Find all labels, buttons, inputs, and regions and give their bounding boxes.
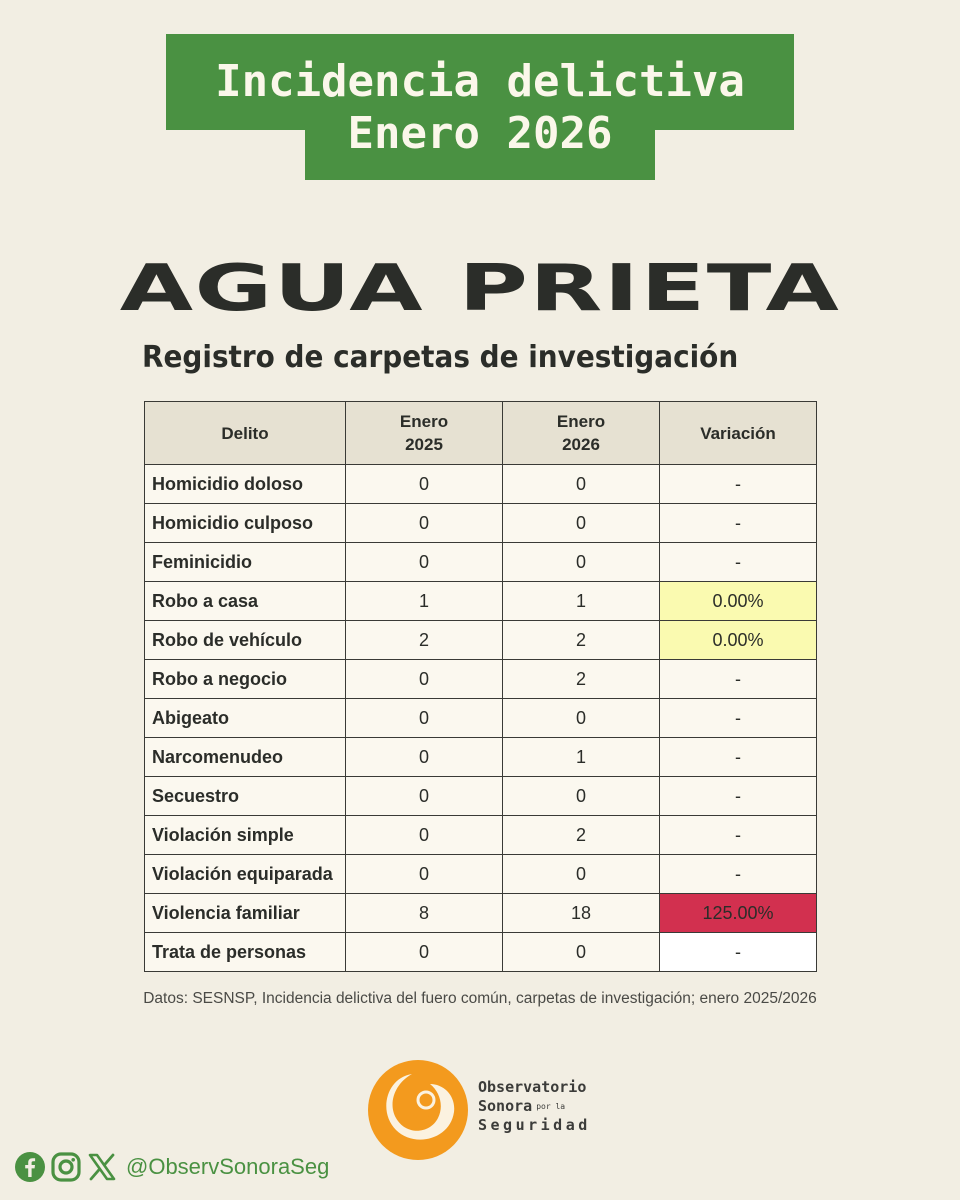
jan-2025-cell-text: 0 (418, 786, 429, 806)
crime-cell-text: Homicidio doloso (152, 474, 303, 494)
logo-line-3: Seguridad (478, 1116, 591, 1134)
table-subtitle: Registro de carpetas de investigación (142, 340, 739, 375)
crime-cell (145, 816, 346, 855)
crime-cell-text: Abigeato (152, 708, 230, 728)
jan-2025-cell (346, 933, 503, 972)
variation-cell (660, 738, 817, 777)
crime-cell-text: Robo a casa (152, 591, 259, 611)
instagram-icon[interactable] (50, 1151, 82, 1183)
variation-cell-text: - (735, 474, 741, 494)
variation-cell (660, 933, 817, 972)
table-row (145, 621, 817, 660)
jan-2025-cell (346, 465, 503, 504)
jan-2025-cell-text: 0 (418, 864, 429, 884)
variation-cell-text: 0.00% (712, 630, 764, 650)
jan-2025-cell-text: 8 (418, 903, 429, 923)
jan-2026-cell-text: 0 (575, 942, 586, 962)
jan-2026-cell (503, 699, 660, 738)
variation-cell-text: 0.00% (712, 591, 764, 611)
jan-2025-cell (346, 543, 503, 582)
jan-2025-cell (346, 738, 503, 777)
jan-2026-cell-text: 1 (575, 747, 586, 767)
crime-table (144, 401, 817, 972)
header-crime: Delito (145, 402, 346, 465)
jan-2025-cell-text: 0 (418, 708, 429, 728)
jan-2026-cell (503, 543, 660, 582)
facebook-icon[interactable] (14, 1151, 46, 1183)
variation-cell (660, 816, 817, 855)
jan-2025-cell-text: 0 (418, 513, 429, 533)
jan-2025-cell (346, 777, 503, 816)
variation-cell-text: - (735, 552, 741, 572)
social-links (14, 1150, 329, 1184)
header-variation: Variación (660, 402, 817, 465)
jan-2026-cell-text: 2 (575, 669, 586, 689)
jan-2026-cell-text: 0 (575, 513, 586, 533)
variation-cell-text: - (735, 513, 741, 533)
crime-cell-text: Narcomenudeo (152, 747, 284, 767)
crime-cell (145, 582, 346, 621)
logo-line-2-small: por la (536, 1102, 566, 1111)
variation-cell (660, 699, 817, 738)
crime-cell (145, 855, 346, 894)
city-name: AGUA PRIETA (119, 252, 841, 326)
variation-cell-text: - (735, 786, 741, 806)
jan-2026-cell-text: 1 (575, 591, 586, 611)
crime-cell-text: Violación simple (152, 825, 294, 845)
table-row (145, 738, 817, 777)
crime-cell-text: Trata de personas (152, 942, 307, 962)
crime-cell-text: Violación equiparada (152, 864, 333, 884)
table-row (145, 777, 817, 816)
jan-2025-cell-text: 2 (418, 630, 429, 650)
crime-cell (145, 699, 346, 738)
variation-cell-text: - (735, 942, 741, 962)
jan-2026-cell-text: 0 (575, 552, 586, 572)
variation-cell-text: - (735, 864, 741, 884)
logo-line-2: Sonora (478, 1097, 533, 1115)
crime-cell-text: Feminicidio (152, 552, 253, 572)
header-jan-2025: Enero 2025 (346, 402, 503, 465)
jan-2025-cell-text: 0 (418, 474, 429, 494)
crime-cell (145, 777, 346, 816)
crime-cell (145, 894, 346, 933)
jan-2026-cell-text: 0 (575, 786, 586, 806)
table-row (145, 699, 817, 738)
crime-cell (145, 660, 346, 699)
jan-2026-cell (503, 777, 660, 816)
jan-2026-cell-text: 2 (575, 825, 586, 845)
header-jan-2026: Enero 2026 (503, 402, 660, 465)
jan-2026-cell-text: 0 (575, 708, 586, 728)
jan-2025-cell-text: 0 (418, 552, 429, 572)
jan-2026-cell (503, 816, 660, 855)
jan-2025-cell (346, 699, 503, 738)
jan-2026-cell (503, 504, 660, 543)
data-source-note: Datos: SESNSP, Incidencia delictiva del fuero común, carpetas de investigación; enero 2025/2026 (143, 990, 817, 1007)
table-row (145, 504, 817, 543)
jan-2026-cell (503, 933, 660, 972)
table-header-row (145, 402, 817, 465)
x-icon[interactable] (86, 1151, 118, 1183)
table-row (145, 582, 817, 621)
jan-2026-cell (503, 738, 660, 777)
crime-cell-text: Robo a negocio (152, 669, 287, 689)
table-row (145, 816, 817, 855)
variation-cell (660, 621, 817, 660)
variation-cell (660, 504, 817, 543)
variation-cell (660, 894, 817, 933)
crime-cell (145, 543, 346, 582)
variation-cell (660, 777, 817, 816)
observatorio-logo-icon (366, 1058, 470, 1162)
jan-2025-cell (346, 660, 503, 699)
jan-2025-cell-text: 0 (418, 942, 429, 962)
social-handle[interactable]: @ObservSonoraSeg (126, 1154, 330, 1179)
crime-cell (145, 504, 346, 543)
variation-cell-text: - (735, 669, 741, 689)
crime-cell (145, 933, 346, 972)
logo-wordmark (478, 1078, 591, 1135)
variation-cell (660, 582, 817, 621)
jan-2025-cell-text: 1 (418, 591, 429, 611)
jan-2026-cell-text: 18 (570, 903, 592, 923)
jan-2025-cell-text: 0 (418, 747, 429, 767)
crime-cell-text: Robo de vehículo (152, 630, 303, 650)
jan-2026-cell (503, 465, 660, 504)
variation-cell (660, 660, 817, 699)
table-row (145, 660, 817, 699)
variation-cell-text: - (735, 747, 741, 767)
table-row (145, 933, 817, 972)
table-row (145, 855, 817, 894)
jan-2025-cell (346, 894, 503, 933)
jan-2025-cell-text: 0 (418, 669, 429, 689)
crime-cell-text: Secuestro (152, 786, 240, 806)
variation-cell-text: - (735, 825, 741, 845)
jan-2026-cell-text: 0 (575, 474, 586, 494)
logo-line-1: Observatorio (478, 1078, 587, 1096)
table-row (145, 894, 817, 933)
jan-2026-cell-text: 0 (575, 864, 586, 884)
jan-2026-cell (503, 894, 660, 933)
jan-2026-cell (503, 582, 660, 621)
jan-2026-cell (503, 660, 660, 699)
variation-cell (660, 543, 817, 582)
crime-cell-text: Homicidio culposo (152, 513, 314, 533)
crime-cell (145, 738, 346, 777)
title-line-1: Incidencia delictiva (215, 56, 745, 107)
variation-cell-text: 125.00% (702, 903, 774, 923)
crime-cell (145, 465, 346, 504)
jan-2026-cell (503, 855, 660, 894)
crime-cell (145, 621, 346, 660)
jan-2025-cell (346, 855, 503, 894)
jan-2026-cell-text: 2 (575, 630, 586, 650)
variation-cell (660, 855, 817, 894)
variation-cell-text: - (735, 708, 741, 728)
table-row (145, 543, 817, 582)
table-body (145, 465, 817, 972)
jan-2025-cell (346, 816, 503, 855)
table-row (145, 465, 817, 504)
title-line-2: Enero 2026 (347, 108, 613, 159)
jan-2025-cell (346, 582, 503, 621)
jan-2025-cell (346, 621, 503, 660)
crime-cell-text: Violencia familiar (152, 903, 300, 923)
jan-2026-cell (503, 621, 660, 660)
jan-2025-cell-text: 0 (418, 825, 429, 845)
jan-2025-cell (346, 504, 503, 543)
variation-cell (660, 465, 817, 504)
